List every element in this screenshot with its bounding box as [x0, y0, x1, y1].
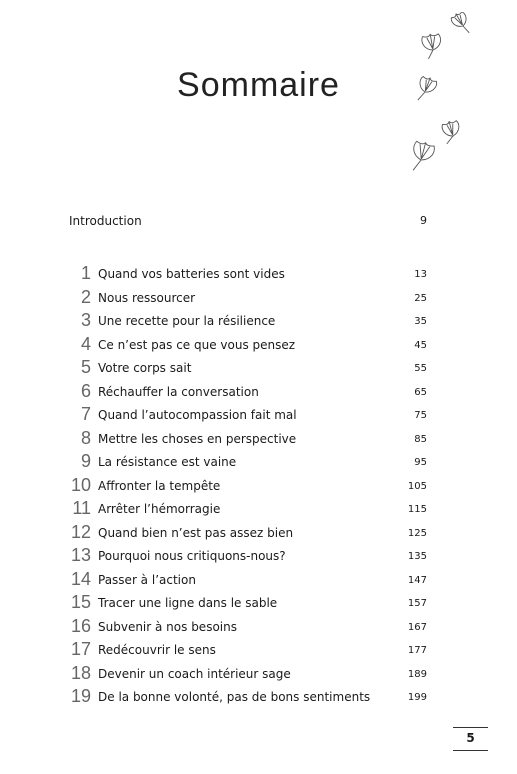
toc-chapter-page: 25: [414, 292, 427, 304]
toc-chapter-title: Tracer une ligne dans le sable: [98, 596, 278, 610]
toc-chapter-number: 3: [80, 310, 91, 330]
toc-chapter-list: [69, 262, 427, 709]
toc-chapter-title: Devenir un coach intérieur sage: [98, 666, 291, 681]
toc-chapter-page: 105: [407, 480, 427, 492]
toc-chapter-title: Quand l’autocompassion fait mal: [98, 408, 297, 422]
toc-chapter-row[interactable]: [69, 544, 427, 568]
toc-chapter-row[interactable]: [69, 262, 427, 286]
page-number-rule-top: [453, 727, 488, 728]
toc-chapter-number: 7: [80, 404, 91, 424]
toc-chapter-number: 10: [70, 474, 91, 495]
toc-chapter-row[interactable]: [69, 638, 427, 662]
toc-chapter-title: Redécouvrir le sens: [98, 643, 216, 657]
toc-chapter-title: Une recette pour la résilience: [98, 314, 276, 328]
toc-chapter-row[interactable]: [69, 474, 427, 498]
toc-chapter-row[interactable]: [69, 380, 427, 404]
toc-chapter-page: 65: [414, 386, 427, 398]
toc-chapter-page: 115: [407, 504, 427, 515]
toc-chapter-title: Quand vos batteries sont vides: [98, 267, 285, 281]
toc-chapter-number: 15: [70, 592, 91, 612]
toc-chapter-title: Ce n’est pas ce que vous pensez: [98, 337, 296, 352]
ginkgo-leaf-icon: [441, 119, 463, 144]
toc-chapter-row[interactable]: [69, 685, 427, 709]
toc-chapter-row[interactable]: [69, 591, 427, 615]
toc-chapter-title: Mettre les choses en perspective: [98, 431, 297, 446]
toc-chapter-page: 55: [414, 363, 427, 374]
toc-chapter-title: Quand bien n’est pas assez bien: [98, 525, 294, 540]
toc-chapter-number: 17: [70, 639, 91, 659]
toc-chapter-page: 199: [407, 692, 427, 703]
toc-chapter-number: 8: [80, 427, 91, 448]
toc-chapter-page: 95: [414, 457, 427, 468]
toc-chapter-row[interactable]: [69, 615, 427, 639]
toc-chapter-number: 11: [72, 498, 91, 518]
toc-chapter-title: Arrêter l’hémorragie: [98, 502, 221, 516]
toc-chapter-row[interactable]: [69, 286, 427, 310]
ginkgo-leaf-icon: [408, 140, 436, 174]
toc-chapter-page: 189: [407, 668, 427, 680]
toc-introduction-label: Introduction: [69, 214, 142, 228]
toc-chapter-page: 147: [407, 574, 427, 586]
toc-chapter-row[interactable]: [69, 568, 427, 592]
toc-chapter-number: 6: [80, 380, 91, 401]
toc-chapter-row[interactable]: [69, 403, 427, 427]
toc-chapter-title: Affronter la tempête: [98, 478, 221, 493]
toc-chapter-row[interactable]: [69, 356, 427, 380]
toc-chapter-number: 12: [70, 521, 91, 542]
toc-chapter-number: 1: [80, 263, 91, 283]
toc-chapter-number: 19: [70, 686, 91, 706]
toc-chapter-row[interactable]: [69, 333, 427, 357]
toc-chapter-page: 177: [407, 645, 427, 656]
toc-chapter-number: 5: [80, 357, 91, 377]
toc-chapter-page: 45: [414, 339, 427, 351]
toc-chapter-title: Passer à l’action: [98, 572, 196, 587]
toc-chapter-page: 35: [414, 316, 427, 327]
ginkgo-leaf-icon: [421, 33, 443, 60]
toc-chapter-title: Votre corps sait: [98, 361, 192, 375]
toc-chapter-number: 4: [80, 333, 91, 354]
toc-chapter-title: Nous ressourcer: [98, 290, 196, 305]
page-title: Sommaire: [177, 66, 340, 104]
page-number: 5: [466, 731, 475, 745]
toc-chapter-title: Pourquoi nous critiquons-nous?: [98, 549, 286, 563]
toc-chapter-page: 13: [414, 269, 427, 280]
toc-introduction-row[interactable]: [69, 214, 427, 232]
toc-chapter-title: La résistance est vaine: [98, 455, 237, 469]
toc-chapter-number: 16: [70, 615, 91, 636]
toc-chapter-number: 9: [80, 451, 91, 471]
toc-chapter-number: 18: [70, 662, 91, 683]
toc-chapter-title: Subvenir à nos besoins: [98, 619, 237, 634]
toc-chapter-row[interactable]: [69, 427, 427, 451]
toc-chapter-number: 14: [70, 568, 91, 589]
toc-chapter-row[interactable]: [69, 662, 427, 686]
toc-chapter-number: 13: [70, 545, 91, 565]
toc-chapter-title: Réchauffer la conversation: [98, 384, 259, 399]
toc-chapter-row[interactable]: [69, 521, 427, 545]
toc-introduction-page: 9: [420, 214, 427, 227]
ginkgo-leaf-icon: [450, 12, 474, 37]
page-number-rule-bottom: [453, 750, 488, 751]
toc-chapter-number: 2: [80, 286, 91, 307]
toc-chapter-page: 157: [407, 598, 427, 609]
toc-chapter-title: De la bonne volonté, pas de bons sentiments: [98, 690, 371, 704]
toc-chapter-page: 125: [407, 527, 427, 539]
toc-chapter-page: 167: [407, 621, 427, 633]
toc-chapter-page: 135: [407, 551, 427, 562]
toc-chapter-row[interactable]: [69, 309, 427, 333]
toc-chapter-page: 85: [414, 433, 427, 445]
toc-chapter-row[interactable]: [69, 497, 427, 521]
toc-chapter-row[interactable]: [69, 450, 427, 474]
toc-chapter-page: 75: [414, 410, 427, 421]
